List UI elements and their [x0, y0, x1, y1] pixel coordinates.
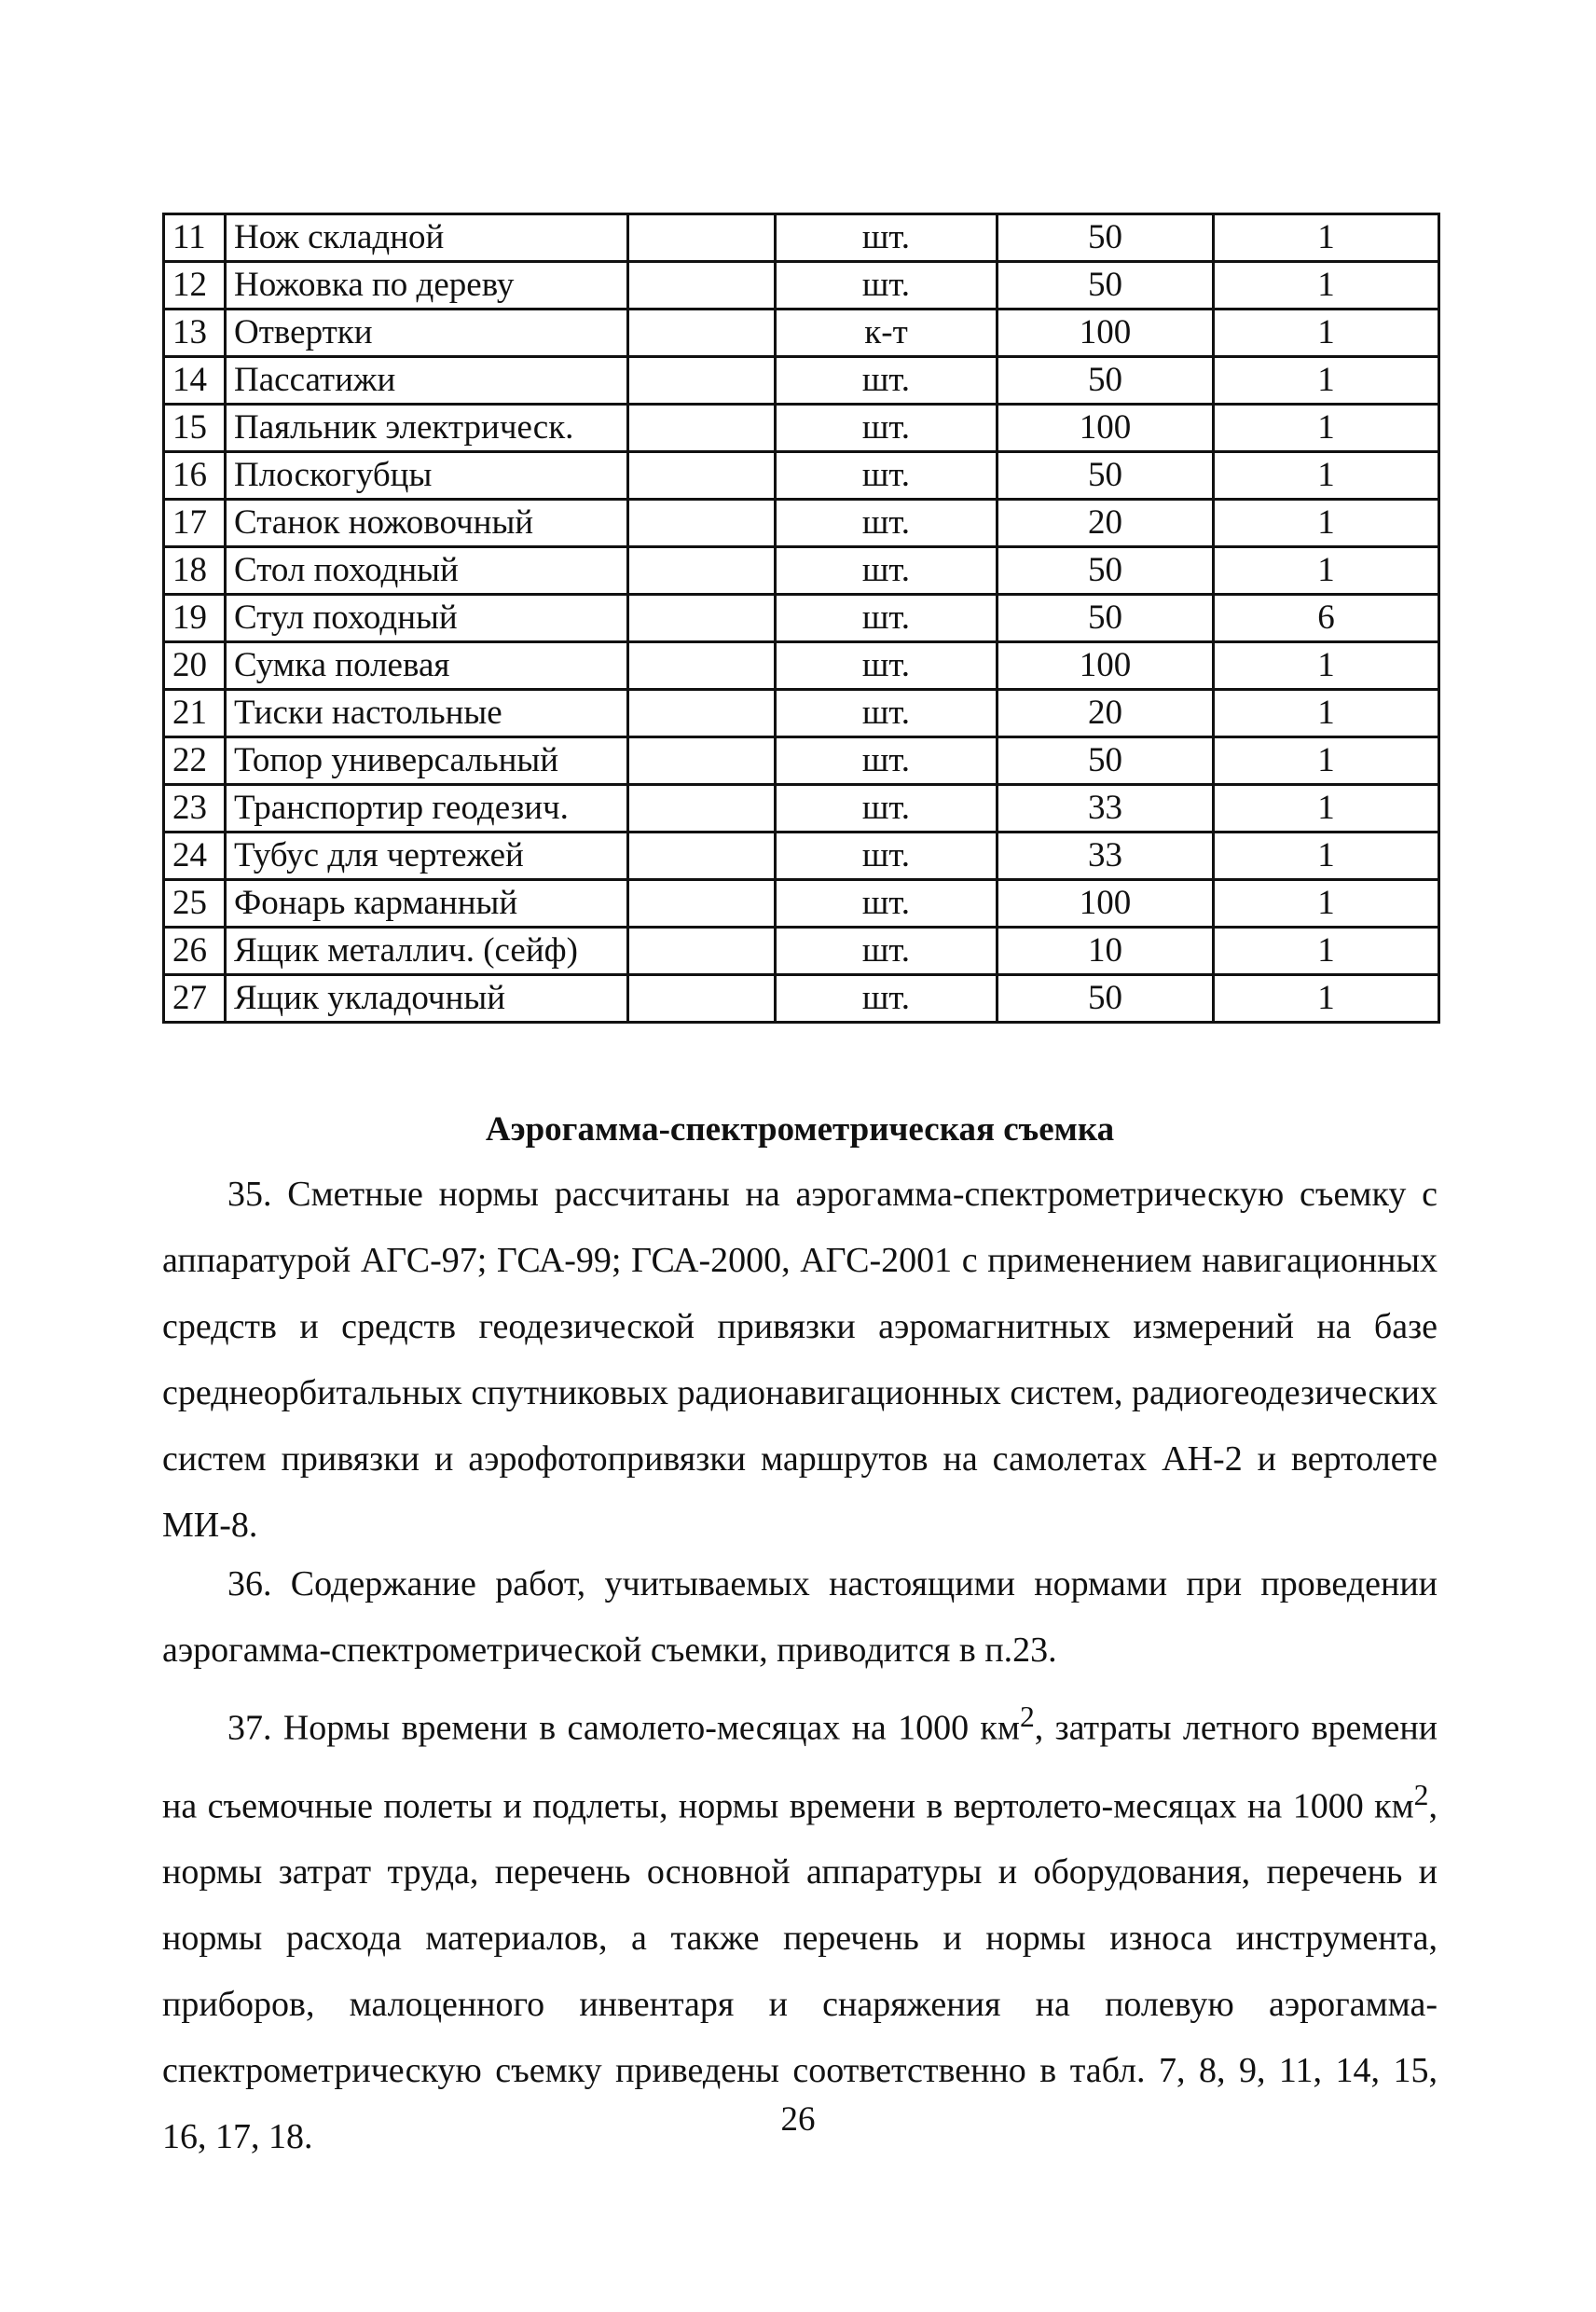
- table-row: [164, 737, 1439, 785]
- item-name-cell: Стул походный: [226, 595, 628, 642]
- empty-cell: [628, 595, 776, 642]
- paragraph-36: [162, 1551, 1438, 1684]
- row-number-cell: 21: [164, 690, 226, 737]
- wear-term-cell: 20: [998, 690, 1214, 737]
- quantity-cell: 1: [1214, 357, 1439, 405]
- paragraph-35-text: 35. Сметные нормы рассчитаны на аэрогамма-спектрометрическую съемку с аппаратурой АГС-97; ГСА-99; ГСА-2000, АГС-2001 с применением навигационных средств и средств геодезической привязки аэромагнитных измерений на базе среднеорбитальных спутниковых радионавигационных систем, радиогеодезических систем привязки и аэрофотопривязки маршрутов на самолетах АН-2 и вертолете МИ-8.: [162, 1175, 1438, 1545]
- quantity-cell: 1: [1214, 975, 1439, 1023]
- row-number-cell: 12: [164, 262, 226, 310]
- item-name-cell: Ящик укладочный: [226, 975, 628, 1023]
- wear-term-cell: 50: [998, 357, 1214, 405]
- item-name-cell: Сумка полевая: [226, 642, 628, 690]
- empty-cell: [628, 214, 776, 262]
- row-number-cell: 13: [164, 310, 226, 357]
- wear-term-cell: 20: [998, 500, 1214, 547]
- quantity-cell: 1: [1214, 785, 1439, 833]
- wear-term-cell: 100: [998, 310, 1214, 357]
- empty-cell: [628, 405, 776, 452]
- table-row: [164, 500, 1439, 547]
- empty-cell: [628, 928, 776, 975]
- empty-cell: [628, 880, 776, 928]
- item-name-cell: Транспортир геодезич.: [226, 785, 628, 833]
- row-number-cell: 16: [164, 452, 226, 500]
- row-number-cell: 25: [164, 880, 226, 928]
- table-row: [164, 547, 1439, 595]
- wear-term-cell: 50: [998, 262, 1214, 310]
- table-row: [164, 262, 1439, 310]
- row-number-cell: 24: [164, 833, 226, 880]
- unit-cell: шт.: [776, 547, 998, 595]
- paragraph-35: [162, 1162, 1438, 1559]
- table-row: [164, 642, 1439, 690]
- wear-term-cell: 50: [998, 214, 1214, 262]
- item-name-cell: Отвертки: [226, 310, 628, 357]
- unit-cell: шт.: [776, 737, 998, 785]
- table-row: [164, 214, 1439, 262]
- table-row: [164, 357, 1439, 405]
- wear-term-cell: 50: [998, 547, 1214, 595]
- unit-cell: шт.: [776, 357, 998, 405]
- unit-cell: шт.: [776, 262, 998, 310]
- item-name-cell: Стол походный: [226, 547, 628, 595]
- section-heading: Аэрогамма-спектрометрическая съемка: [485, 1110, 1115, 1149]
- paragraph-37: [162, 1684, 1438, 2170]
- empty-cell: [628, 975, 776, 1023]
- unit-cell: шт.: [776, 785, 998, 833]
- quantity-cell: 6: [1214, 595, 1439, 642]
- unit-cell: шт.: [776, 975, 998, 1023]
- table-row: [164, 928, 1439, 975]
- item-name-cell: Нож складной: [226, 214, 628, 262]
- wear-term-cell: 10: [998, 928, 1214, 975]
- unit-cell: шт.: [776, 642, 998, 690]
- item-name-cell: Плоскогубцы: [226, 452, 628, 500]
- table-row: [164, 452, 1439, 500]
- item-name-cell: Паяльник электрическ.: [226, 405, 628, 452]
- unit-cell: шт.: [776, 595, 998, 642]
- quantity-cell: 1: [1214, 405, 1439, 452]
- empty-cell: [628, 310, 776, 357]
- empty-cell: [628, 262, 776, 310]
- quantity-cell: 1: [1214, 737, 1439, 785]
- wear-term-cell: 50: [998, 975, 1214, 1023]
- unit-cell: шт.: [776, 214, 998, 262]
- row-number-cell: 15: [164, 405, 226, 452]
- table-row: [164, 785, 1439, 833]
- quantity-cell: 1: [1214, 833, 1439, 880]
- equipment-table: [162, 213, 1440, 1024]
- row-number-cell: 23: [164, 785, 226, 833]
- superscript-2: 2: [1019, 1700, 1035, 1733]
- quantity-cell: 1: [1214, 642, 1439, 690]
- empty-cell: [628, 642, 776, 690]
- empty-cell: [628, 833, 776, 880]
- unit-cell: шт.: [776, 500, 998, 547]
- row-number-cell: 26: [164, 928, 226, 975]
- item-name-cell: Тиски настольные: [226, 690, 628, 737]
- paragraph-37-text-c: , нормы затрат труда, перечень основной аппаратуры и оборудования, перечень и нормы расхода материалов, а также перечень и нормы износа инструмента, приборов, малоценного инвентаря и снаряжения на полевую аэрогамма-спектрометрическую съемку приведены соответственно в табл. 7, 8, 9, 11, 14, 15, 16, 17, 18.: [162, 1786, 1438, 2157]
- table-row: [164, 690, 1439, 737]
- unit-cell: шт.: [776, 452, 998, 500]
- empty-cell: [628, 500, 776, 547]
- paragraph-37-text-a: 37. Нормы времени в самолето-месяцах на 1000 км: [227, 1708, 1020, 1748]
- empty-cell: [628, 547, 776, 595]
- row-number-cell: 17: [164, 500, 226, 547]
- quantity-cell: 1: [1214, 928, 1439, 975]
- row-number-cell: 19: [164, 595, 226, 642]
- quantity-cell: 1: [1214, 880, 1439, 928]
- item-name-cell: Ножовка по дереву: [226, 262, 628, 310]
- paragraph-37-text-b: , затраты летного времени на съемочные полеты и подлеты, нормы времени в вертолето-месяцах на 1000 км: [162, 1708, 1438, 1826]
- table-row: [164, 310, 1439, 357]
- item-name-cell: Пассатижи: [226, 357, 628, 405]
- item-name-cell: Фонарь карманный: [226, 880, 628, 928]
- quantity-cell: 1: [1214, 214, 1439, 262]
- unit-cell: шт.: [776, 405, 998, 452]
- row-number-cell: 18: [164, 547, 226, 595]
- wear-term-cell: 33: [998, 833, 1214, 880]
- item-name-cell: Ящик металлич. (сейф): [226, 928, 628, 975]
- unit-cell: шт.: [776, 928, 998, 975]
- wear-term-cell: 100: [998, 880, 1214, 928]
- wear-term-cell: 100: [998, 405, 1214, 452]
- quantity-cell: 1: [1214, 690, 1439, 737]
- row-number-cell: 22: [164, 737, 226, 785]
- empty-cell: [628, 785, 776, 833]
- unit-cell: шт.: [776, 880, 998, 928]
- empty-cell: [628, 357, 776, 405]
- quantity-cell: 1: [1214, 262, 1439, 310]
- quantity-cell: 1: [1214, 310, 1439, 357]
- table-body: [164, 214, 1439, 1023]
- row-number-cell: 11: [164, 214, 226, 262]
- wear-term-cell: 100: [998, 642, 1214, 690]
- row-number-cell: 14: [164, 357, 226, 405]
- unit-cell: шт.: [776, 690, 998, 737]
- page-number: 26: [780, 2100, 816, 2139]
- item-name-cell: Станок ножовочный: [226, 500, 628, 547]
- quantity-cell: 1: [1214, 500, 1439, 547]
- empty-cell: [628, 737, 776, 785]
- table-row: [164, 880, 1439, 928]
- unit-cell: к-т: [776, 310, 998, 357]
- wear-term-cell: 50: [998, 595, 1214, 642]
- table-row: [164, 405, 1439, 452]
- item-name-cell: Тубус для чертежей: [226, 833, 628, 880]
- unit-cell: шт.: [776, 833, 998, 880]
- row-number-cell: 27: [164, 975, 226, 1023]
- item-name-cell: Топор универсальный: [226, 737, 628, 785]
- table-row: [164, 595, 1439, 642]
- quantity-cell: 1: [1214, 452, 1439, 500]
- wear-term-cell: 50: [998, 452, 1214, 500]
- wear-term-cell: 50: [998, 737, 1214, 785]
- empty-cell: [628, 690, 776, 737]
- table-row: [164, 833, 1439, 880]
- superscript-2: 2: [1413, 1778, 1429, 1811]
- quantity-cell: 1: [1214, 547, 1439, 595]
- paragraph-36-text: 36. Содержание работ, учитываемых настоящими нормами при проведении аэрогамма-спектрометрической съемки, приводится в п.23.: [162, 1564, 1438, 1670]
- row-number-cell: 20: [164, 642, 226, 690]
- wear-term-cell: 33: [998, 785, 1214, 833]
- empty-cell: [628, 452, 776, 500]
- table-row: [164, 975, 1439, 1023]
